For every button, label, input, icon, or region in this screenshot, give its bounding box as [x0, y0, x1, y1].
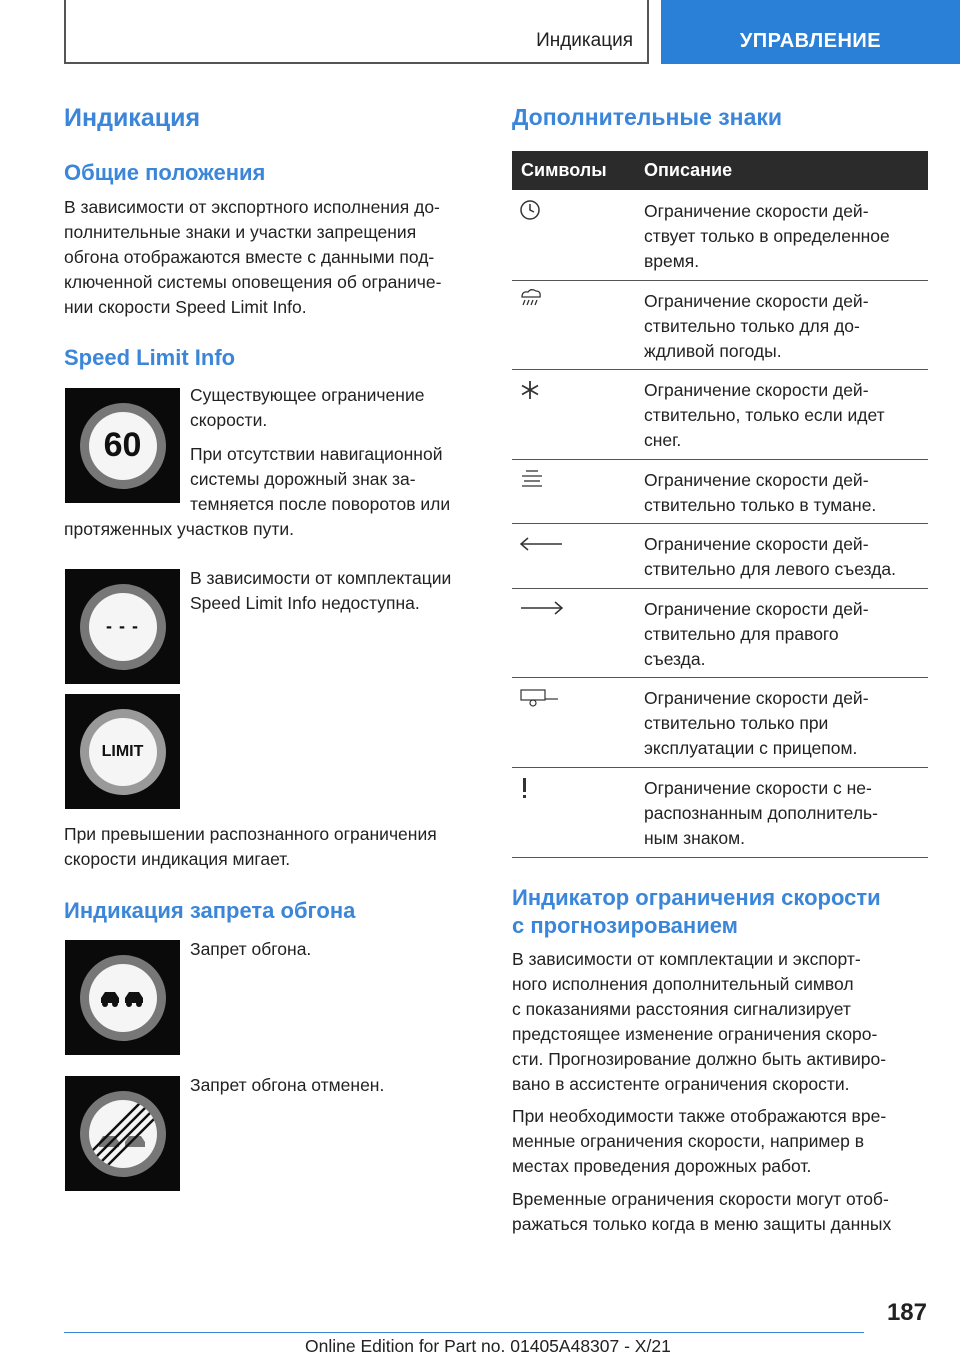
sli-heading: Speed Limit Info [64, 345, 236, 370]
no-overtaking-sign-image [65, 940, 180, 1055]
fog-icon [518, 467, 558, 491]
sli-text-4: При превышении распознанного ограничения скорости индикация мигает. [64, 824, 437, 869]
header-section: УПРАВЛЕНИЕ [739, 30, 882, 52]
sli-text-2: При отсутствии навигационной системы дорожный знак за- темняется после поворотов или [190, 444, 451, 514]
sli-text-1: Существующее ограничение скорости. [190, 385, 425, 430]
limit-sign-image: LIMIT [65, 694, 180, 809]
edition-footer: Online Edition for Part no. 01405A48307 - X/21 [305, 1336, 671, 1356]
trailer-icon [518, 686, 564, 710]
footer-divider [64, 1332, 864, 1333]
page-number: 187 [886, 1299, 927, 1326]
arrow-left-icon [518, 532, 568, 556]
table-row: Ограничение скорости дей- ствительно только для до- ждливой погоды. [644, 291, 869, 361]
general-heading: Общие положения [64, 160, 266, 185]
overtake-text-1: Запрет обгона. [190, 939, 312, 959]
rain-icon [518, 287, 558, 311]
header-title: Индикация [536, 30, 633, 51]
table-row: Ограничение скорости дей- ствительно для левого съезда. [644, 534, 897, 579]
page-title: Индикация [64, 104, 201, 132]
speed-60-sign-image: 60 [65, 388, 180, 503]
forecast-text-1: В зависимости от комплектации и экспорт- ного исполнения дополнительный символ с показаниями расстояния сигнализирует предстоящее изменение ограничения скоро- сти. Прогнозирование должно быть активиро- вано в ассистенте ограничения скорости. [512, 949, 887, 1094]
forecast-heading: Индикатор ограничения скорости с прогнозированием [512, 885, 881, 938]
no-limit-sign-image: - - - [65, 569, 180, 684]
overtake-heading: Индикация запрета обгона [64, 898, 356, 923]
header-tab [64, 0, 649, 64]
snowflake-icon [518, 378, 558, 402]
table-row: Ограничение скорости дей- ствительно только в тумане. [644, 470, 877, 515]
header-section-tab [661, 0, 960, 64]
table-row: Ограничение скорости дей- ствительно для правого съезда. [644, 599, 869, 669]
table-row: Ограничение скорости дей- ствует только в определенное время. [644, 201, 890, 271]
col-symbols: Символы [521, 160, 607, 180]
clock-icon [518, 198, 558, 222]
table-row: Ограничение скорости дей- ствительно только при эксплуатации с прицепом. [644, 688, 869, 758]
exclamation-icon [518, 776, 558, 800]
forecast-text-3: Временные ограничения скорости могут отоб- ражаться только когда в меню защиты данных [512, 1189, 892, 1234]
general-text: В зависимости от экспортного исполнения до- полнительные знаки и участки запрещения обгона отображаются вместе с данными под- ключенной системы оповещения об ограниче- нии скорости Speed Limit Info. [64, 197, 442, 317]
table-row: Ограничение скорости дей- ствительно, только если идет снег. [644, 380, 885, 450]
table-header [512, 151, 928, 190]
sli-text-3: В зависимости от комплектации Speed Limit Info недоступна. [190, 568, 452, 613]
forecast-text-2: При необходимости также отображаются вре- менные ограничения скорости, например в местах проведения дорожных работ. [512, 1106, 887, 1176]
arrow-right-icon [518, 596, 568, 620]
two-cars-icon [98, 987, 148, 1009]
overtake-text-2: Запрет обгона отменен. [190, 1075, 385, 1095]
extra-signs-heading: Дополнительные знаки [512, 104, 783, 130]
sli-text-2-end: протяженных участков пути. [64, 519, 294, 539]
end-no-overtaking-sign-image [65, 1076, 180, 1191]
table-row: Ограничение скорости с не- распознанным дополнитель- ным знаком. [644, 778, 878, 848]
end-restriction-icon [89, 1100, 157, 1168]
col-description: Описание [644, 160, 733, 180]
